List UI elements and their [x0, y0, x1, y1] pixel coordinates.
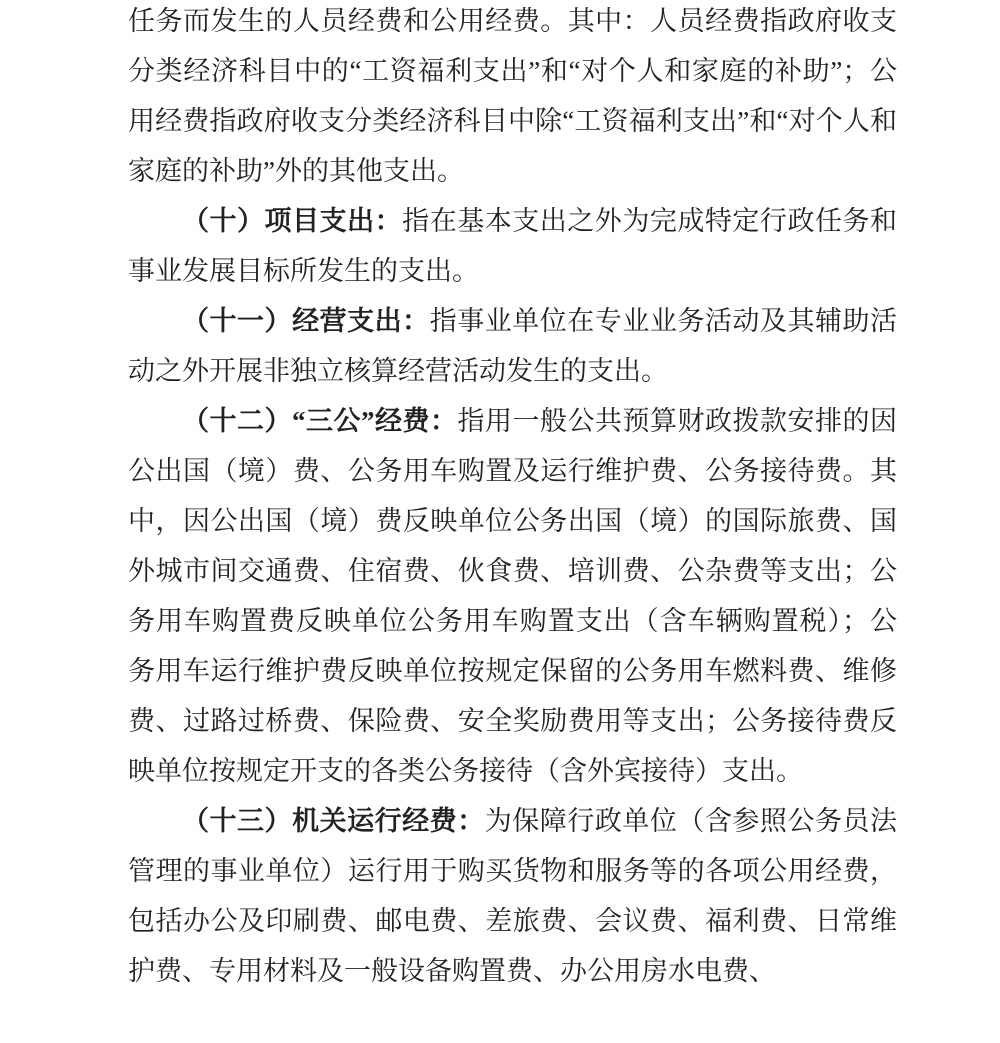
- paragraph-item-11-operating-expenditure: [128, 296, 897, 396]
- document-page: [128, 0, 897, 996]
- paragraph-heading: （十三）机关运行经费：: [182, 806, 485, 836]
- paragraph-heading: （十二）“三公”经费：: [182, 406, 458, 436]
- paragraph-item-12-three-public-funds: [128, 396, 897, 796]
- paragraph-heading: （十）项目支出：: [182, 206, 403, 236]
- paragraph-continuation: [128, 0, 897, 196]
- paragraph-body: 指事业单位在专业业务活动及其辅助活动之外开展非独立核算经营活动发生的支出。: [128, 306, 898, 386]
- paragraph-item-13-agency-operating-funds: [128, 796, 897, 996]
- paragraph-item-10-project-expenditure: [128, 196, 897, 296]
- paragraph-body: 指用一般公共预算财政拨款安排的因公出国（境）费、公务用车购置及运行维护费、公务接待费。其中，因公出国（境）费反映单位公务出国（境）的国际旅费、国外城市间交通费、住宿费、伙食费、培训费、公杂费等支出；公务用车购置费反映单位公务用车购置支出（含车辆购置税）；公务用车运行维护费反映单位按规定保留的公务用车燃料费、维修费、过路过桥费、保险费、安全奖励费用等支出；公务接待费反映单位按规定开支的各类公务接待（含外宾接待）支出。: [128, 406, 897, 786]
- paragraph-body: 指在基本支出之外为完成特定行政任务和事业发展目标所发生的支出。: [128, 206, 898, 286]
- paragraph-body: 为保障行政单位（含参照公务员法管理的事业单位）运行用于购买货物和服务等的各项公用经费，包括办公及印刷费、邮电费、差旅费、会议费、福利费、日常维护费、专用材料及一般设备购置费、办公用房水电费、: [128, 806, 898, 986]
- paragraph-heading: （十一）经营支出：: [182, 306, 430, 336]
- paragraph-body: 任务而发生的人员经费和公用经费。其中：人员经费指政府收支分类经济科目中的“工资福利支出”和“对个人和家庭的补助”；公用经费指政府收支分类经济科目中除“工资福利支出”和“对个人和家庭的补助”外的其他支出。: [128, 6, 897, 186]
